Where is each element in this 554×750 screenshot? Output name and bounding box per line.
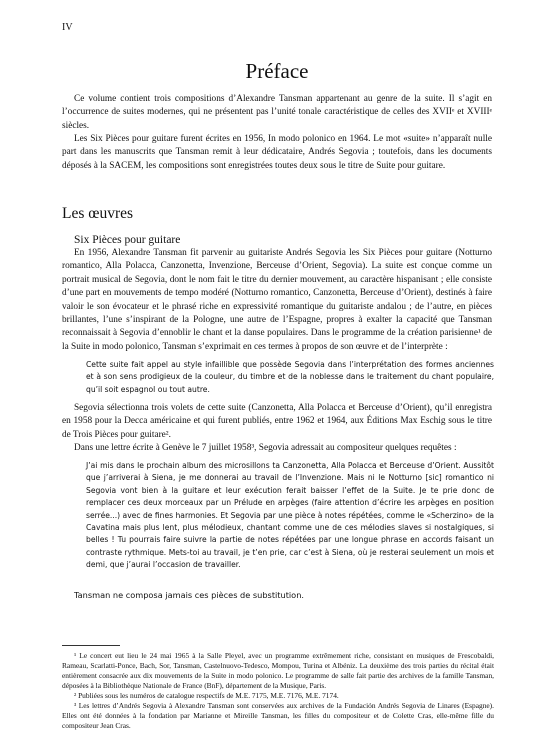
page-title: Préface bbox=[245, 59, 309, 83]
block-quote-1: Cette suite fait appel au style infaillible que possède Segovia dans l’interprétation des formes anciennes et à son sens prodigieux de la couleur, du timbre et de la noblesse dans le traitement du chant populaire, qu’il soit espagnol ou tout autre. bbox=[86, 360, 494, 394]
body-paragraph-3: Dans une lettre écrite à Genève le 7 juillet 1958³, Segovia adressait au compositeur quelques requêtes : bbox=[74, 443, 457, 453]
body-paragraph-2: Segovia sélectionna trois volets de cette suite (Canzonetta, Alla Polacca et Berceuse d’Orient), qu’il enregistra en 1958 pour la Decca américaine et qui furent publiés, entre 1962 et 1964, aux Éditions Max Eschig sous le titre de Trois Pièces pour guitare². bbox=[62, 403, 492, 440]
body-paragraph-1: En 1956, Alexandre Tansman fit parvenir au guitariste Andrés Segovia les Six Pièces pour guitare (Notturno romantico, Alla Polacca, Canzonetta, Invenzione, Berceuse d’Orient, Segovia). La suite est conçue comme un portrait musical de Segovia, dont le nom fait le titre du dernier mouvement, au caractère hispanisant ; elle consiste d’une part en mouvements de tempo modéré (Notturno romantico, Canzonetta, Berceuse d’Orient), destinés à faire valoir le son évocateur et le phrasé riche en expressivité romantique du guitariste andalou ; de l’autre, en pièces brillantes, l’une s’inspirant de la Pologne, une autre de l’Espagne, propres à exalter la capacité que Tansman reconnaissait à Segovia d’ennoblir le chant et la danse populaires. Dans le programme de la création parisienne¹ de la Suite in modo polonico, Tansman s’exprimait en ces termes à propos de son œuvre et de l’interprète : bbox=[62, 248, 492, 352]
footnote-3: ³ Les lettres d’Andrés Segovia à Alexandre Tansman sont conservées aux archives de la Fundación Andrés Segovia de Linares (Espagne). Elles ont été données à la fondation par Marianne et Mireille Tansman, les filles du compositeur et de Colette Cras, elle-même fille du compositeur Jean Cras. bbox=[62, 701, 494, 730]
footnote-2: ² Publiées sous les numéros de catalogue respectifs de M.E. 7175, M.E. 7176, M.E. 7174. bbox=[74, 691, 339, 700]
body-paragraph-4: Tansman ne composa jamais ces pièces de substitution. bbox=[74, 590, 304, 600]
subsection-heading: Six Pièces pour guitare bbox=[74, 234, 181, 246]
footnote-1: ¹ Le concert eut lieu le 24 mai 1965 à la Salle Pleyel, avec un programme extrêmement riche, consistant en musiques de Frescobaldi, Rameau, Scarlatti-Ponce, Bach, Sor, Tansman, Castelnuovo-Tedesco, Mompou, Turina et Albéniz. La deuxième des trois parties du récital était entièrement consacrée aux dix mouvements de la Suite in modo polonico. Le programme de salle fait partie des archives de la famille Tansman, déposées à la Bibliothèque Nationale de France (BnF), département de la Musique, Paris. bbox=[62, 651, 494, 690]
footnotes bbox=[62, 651, 494, 731]
footnote-divider bbox=[62, 645, 120, 646]
block-quote-2: J’ai mis dans le prochain album des microsillons ta Canzonetta, Alla Polacca et Berceuse d’Orient. Aussitôt que j’arriverai à Siena, je me donnerai au travail de l’Invenzione. Mais ni le Notturno [sic] romantico ni Segovia vont bien à la guitare et leur exécution ferait baisser l’effet de la Suite. Je te prie donc de remplacer ces deux morceaux par un Prélude en arpèges (faire attention d’écrire les arpèges en position serrée...) avec de fines harmonies. Et Segovia par une pièce à notes répétées, comme le «Scherzino» de la Cavatina mais plus lent, plus mélodieux, chantant comme une de ces mélodies slaves si nostalgiques, si belles ! Tu pourrais faire suivre la partie de notes répétées par une longue phrase en accords faisant un contraste rythmique. Mets-toi au travail, je t’en prie, car c’est à Siena, où je resterai seulement un mois et demi, que j’aurai l’occasion de travailler. bbox=[86, 461, 494, 570]
page-number: IV bbox=[62, 22, 73, 33]
intro-paragraph-1: Ce volume contient trois compositions d’Alexandre Tansman appartenant au genre de la suite. Il s’agit en l’occurrence de suites modernes, qui ne présentent pas l’unité tonale caractéristique de celles des XVIIᵉ et XVIIIᵉ siècles. bbox=[62, 94, 492, 131]
section-heading: Les œuvres bbox=[62, 205, 134, 222]
intro-paragraph-2: Les Six Pièces pour guitare furent écrites en 1956, In modo polonico en 1964. Le mot «suite» n’apparaît nulle part dans les manuscrits que Tansman remit à leur dédicataire, Andrés Segovia ; toutefois, dans les documents déposés à la SACEM, les compositions sont enregistrées toutes deux sous le titre de Suite pour guitare. bbox=[62, 134, 492, 171]
